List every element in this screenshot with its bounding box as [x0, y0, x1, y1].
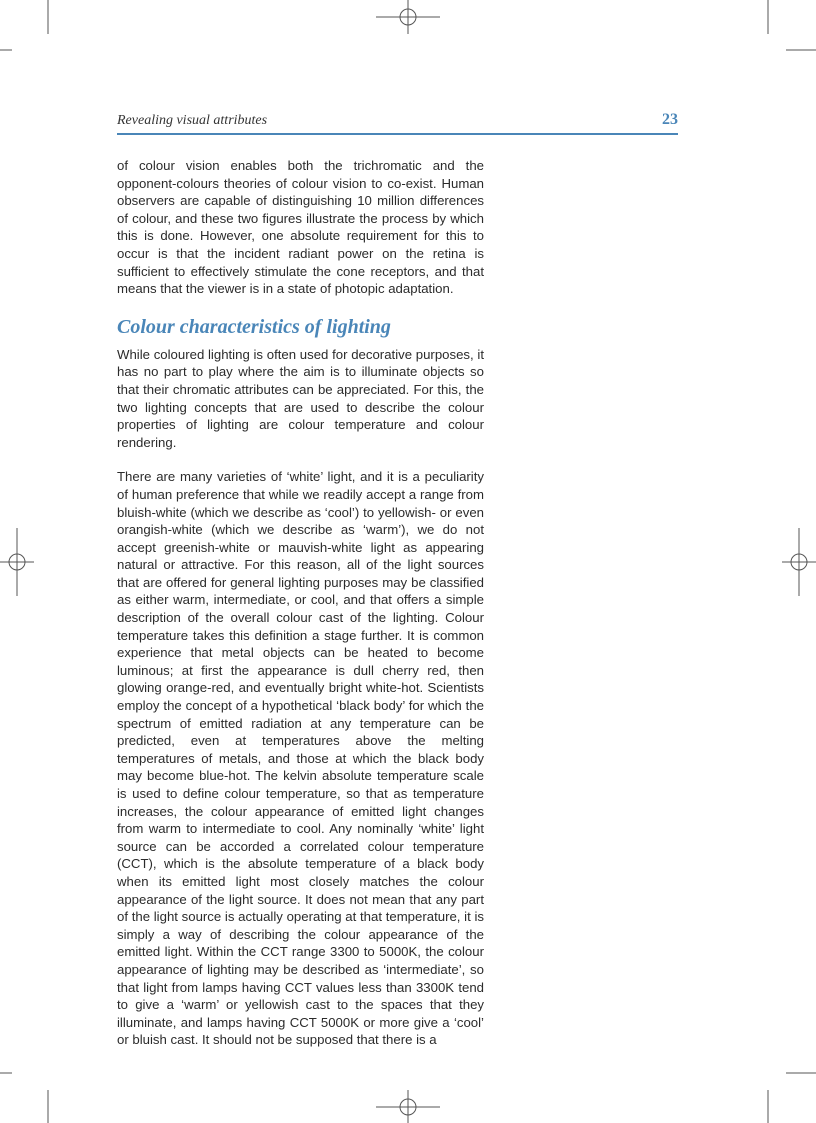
- registration-mark-bottom: [376, 1090, 440, 1123]
- paragraph-colour-temperature: There are many varieties of ‘white’ light, and it is a peculiarity of human preference that while we readily accept a range from bluish-white (which we describe as ‘cool’) to yellowish- or even orangish-white (which we describe as ‘warm’), we do not accept greenish-white or mauvish-white light as appearing natural or attractive. For this reason, all of the light sources that are offered for general lighting purposes may be classified as either warm, intermediate, or cool, and that offers a simple description of the overall colour cast of the lighting. Colour temperature takes this definition a stage further. It is common experience that metal objects can be heated to become luminous; at first the appearance is dull cherry red, then glowing orange-red, and eventually bright white-hot. Scientists employ the concept of a hypothetical ‘black body’ for which the spectrum of emitted radiation at any temperature can be predicted, even at temperatures above the melting temperatures of metals, and those at which the black body may become blue-hot. The kelvin absolute temperature scale is used to define colour temperature, so that as temperature increases, the colour appearance of emitted light changes from warm to intermediate to cool. Any nominally ‘white’ light source can be accorded a correlated colour temperature (CCT), which is the absolute temperature of a black body when its emitted light most closely matches the colour appearance of the light source. It does not mean that any part of the light source is actually operating at that temperature, it is simply a way of describing the colour appearance of the emitted light. Within the CCT range 3300 to 5000K, the colour appearance of lighting may be described as ‘intermediate’, so that light from lamps having CCT values less than 3300K tend to give a ‘warm’ or yellowish cast to the spaces that they illuminate, and lamps having CCT 5000K or more give a ‘cool’ or bluish cast. It should not be supposed that there is a: [117, 469, 484, 1048]
- running-title: Revealing visual attributes: [117, 113, 268, 128]
- body-column: [117, 157, 484, 1049]
- registration-mark-top: [376, 0, 440, 34]
- registration-mark-right: [782, 528, 816, 596]
- paragraph-continued: of colour vision enables both the trichromatic and the opponent-colours theories of colour vision to co-exist. Human observers are capable of distinguishing 10 million differences of colour, and these two figures illustrate the process by which this is done. However, one absolute requirement for this to occur is that the incident radiant power on the retina is sufficient to effectively stimulate the cone receptors, and that means that the viewer is in a state of photopic adaptation.: [117, 158, 484, 297]
- header-rule: [117, 133, 678, 135]
- registration-mark-left: [0, 528, 34, 596]
- running-header: [117, 113, 678, 133]
- paragraph-intro: While coloured lighting is often used for decorative purposes, it has no part to play where the aim is to illuminate objects so that their chromatic attributes can be appreciated. For this, the two lighting concepts that are used to describe the colour properties of lighting are colour temperature and colour rendering.: [117, 346, 484, 450]
- section-heading: Colour characteristics of lighting: [117, 315, 391, 338]
- page-number: 23: [662, 111, 678, 128]
